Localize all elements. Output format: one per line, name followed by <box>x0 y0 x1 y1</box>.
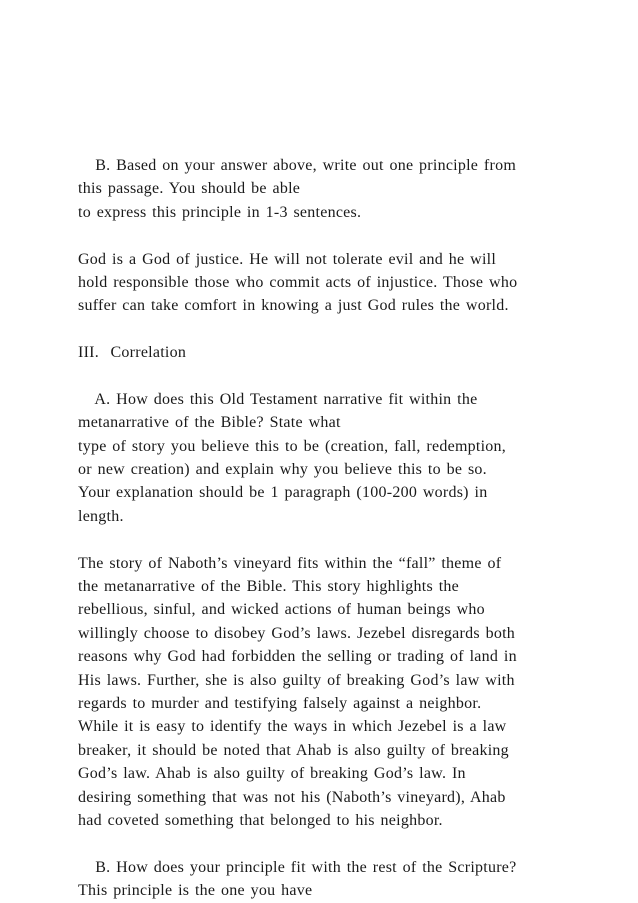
text-line: B. How does your principle fit with the rest of the Scripture? <box>78 858 517 876</box>
question-b-principle <box>78 154 578 224</box>
paragraph-spacer <box>78 528 578 551</box>
text-line: The story of Naboth’s vineyard fits within the “fall” theme of <box>78 554 502 572</box>
text-line: God is a God of justice. He will not tolerate evil and he will <box>78 250 497 268</box>
text-line: willingly choose to disobey God’s laws. Jezebel disregards both <box>78 624 516 642</box>
text-line: hold responsible those who commit acts of injustice. Those who <box>78 273 518 291</box>
text-line: breaker, it should be noted that Ahab is also guilty of breaking <box>78 741 509 759</box>
text-line: While it is easy to identify the ways in which Jezebel is a law <box>78 718 507 736</box>
text-line: had coveted something that belonged to his neighbor. <box>78 811 443 829</box>
text-line: This principle is the one you have <box>78 882 313 900</box>
question-b-scripture <box>78 856 578 903</box>
paragraph-spacer <box>78 365 578 388</box>
text-line: God’s law. Ahab is also guilty of breaking God’s law. In <box>78 765 466 783</box>
section-heading: III. Correlation <box>78 344 187 362</box>
paragraph-spacer <box>78 832 578 855</box>
text-line: reasons why God had forbidden the selling or trading of land in <box>78 648 517 666</box>
text-line: rebellious, sinful, and wicked actions of human beings who <box>78 601 485 619</box>
text-line: type of story you believe this to be (creation, fall, redemption, <box>78 437 507 455</box>
paragraph-spacer <box>78 224 578 247</box>
text-line: regards to murder and testifying falsely against a neighbor. <box>78 694 482 712</box>
section-heading-correlation <box>78 341 578 364</box>
text-line: or new creation) and explain why you believe this to be so. <box>78 461 487 479</box>
text-line: B. Based on your answer above, write out one principle from <box>78 157 517 174</box>
answer-metanarrative <box>78 552 578 833</box>
text-line: metanarrative of the Bible? State what <box>78 414 341 432</box>
text-line: His laws. Further, she is also guilty of breaking God’s law with <box>78 671 515 689</box>
text-line: to express this principle in 1-3 sentences. <box>78 203 362 221</box>
text-line: desiring something that was not his (Naboth’s vineyard), Ahab <box>78 788 506 806</box>
text-line: A. How does this Old Testament narrative fit within the <box>78 390 478 408</box>
document-body <box>78 154 578 903</box>
text-line: the metanarrative of the Bible. This story highlights the <box>78 578 459 596</box>
question-a-metanarrative <box>78 388 578 528</box>
text-line: suffer can take comfort in knowing a just God rules the world. <box>78 297 509 315</box>
answer-principle <box>78 248 578 318</box>
text-line: length. <box>78 507 124 525</box>
paragraph-spacer <box>78 318 578 341</box>
text-line: Your explanation should be 1 paragraph (100-200 words) in <box>78 484 488 502</box>
text-line: this passage. You should be able <box>78 180 301 198</box>
